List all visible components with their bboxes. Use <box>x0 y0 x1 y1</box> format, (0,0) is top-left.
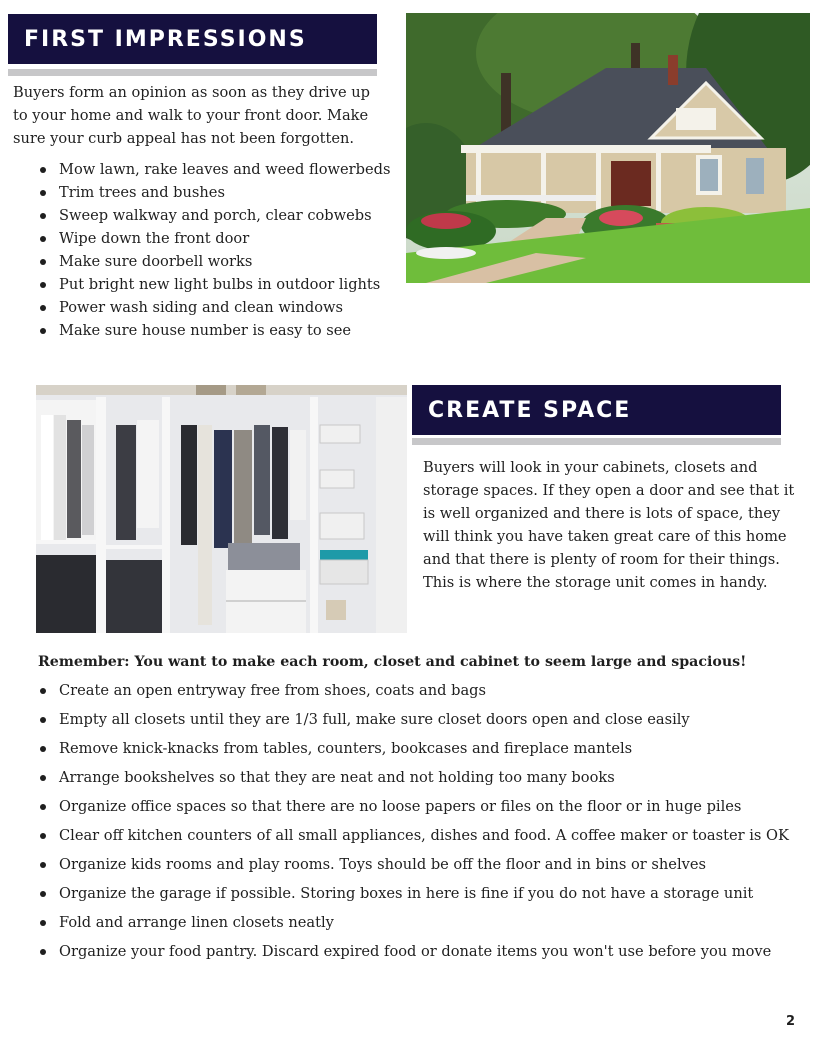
first-impressions-heading <box>8 14 377 64</box>
list-item: Organize the garage if possible. Storing boxes in here is fine if you do not have a storage unit <box>38 879 798 908</box>
create-space-heading-text: CREATE SPACE <box>428 397 632 423</box>
create-space-list <box>38 676 798 966</box>
closet-photo <box>36 385 407 633</box>
first-impressions-heading-text: FIRST IMPRESSIONS <box>24 26 307 52</box>
first-impressions-rule <box>8 69 377 76</box>
list-item: Mow lawn, rake leaves and weed flowerbeds <box>38 158 398 181</box>
list-item: Organize office spaces so that there are no loose papers or files on the floor or in huge piles <box>38 792 798 821</box>
list-item: Put bright new light bulbs in outdoor lights <box>38 273 398 296</box>
list-item: Fold and arrange linen closets neatly <box>38 908 798 937</box>
list-item: Create an open entryway free from shoes, coats and bags <box>38 676 798 705</box>
list-item: Remove knick-knacks from tables, counters, bookcases and fireplace mantels <box>38 734 798 763</box>
remember-note: Remember: You want to make each room, closet and cabinet to seem large and spacious! <box>38 654 747 670</box>
curb-appeal-list <box>38 158 398 342</box>
list-item: Organize your food pantry. Discard expired food or donate items you won't use before you move <box>38 937 798 966</box>
list-item: Clear off kitchen counters of all small appliances, dishes and food. A coffee maker or toaster is OK <box>38 821 798 850</box>
first-impressions-intro: Buyers form an opinion as soon as they drive up to your home and walk to your front door. Make sure your curb appeal has not been forgotten. <box>13 84 370 147</box>
create-space-rule <box>412 438 781 445</box>
list-item: Sweep walkway and porch, clear cobwebs <box>38 204 398 227</box>
house-photo <box>406 13 810 283</box>
create-space-heading <box>412 385 781 435</box>
page-number: 2 <box>786 1014 796 1029</box>
list-item: Make sure doorbell works <box>38 250 398 273</box>
create-space-body: Buyers will look in your cabinets, closets and storage spaces. If they open a door and see that it is well organized and there is lots of space, they will think you have taken great care of this home and that there is plenty of room for their things. This is where the storage unit comes in handy. <box>423 459 795 591</box>
list-item: Empty all closets until they are 1/3 full, make sure closet doors open and close easily <box>38 705 798 734</box>
list-item: Trim trees and bushes <box>38 181 398 204</box>
list-item: Wipe down the front door <box>38 227 398 250</box>
list-item: Make sure house number is easy to see <box>38 319 398 342</box>
list-item: Arrange bookshelves so that they are neat and not holding too many books <box>38 763 798 792</box>
list-item: Power wash siding and clean windows <box>38 296 398 319</box>
list-item: Organize kids rooms and play rooms. Toys should be off the floor and in bins or shelves <box>38 850 798 879</box>
